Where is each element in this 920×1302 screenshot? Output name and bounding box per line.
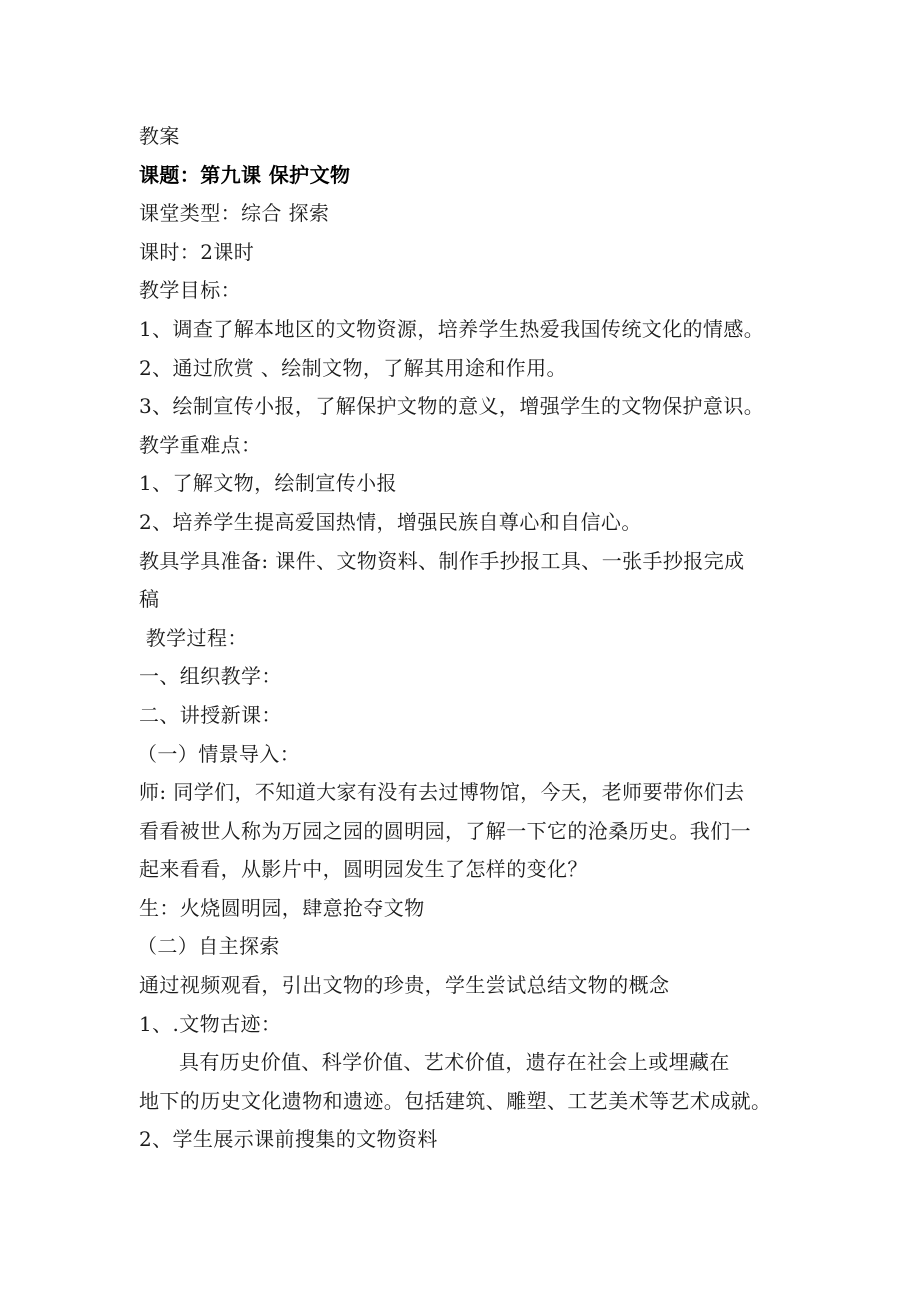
doc-heading: 教案 <box>139 124 180 148</box>
explore-item-heritage-label: 1、.文物古迹： <box>139 1011 282 1036</box>
subsection-explore-label: （二）自主探索 <box>137 934 280 959</box>
key-point-item: 1、了解文物，绘制宣传小报 <box>139 471 397 496</box>
teacher-dialogue-line: 看看被世人称为万园之园的圆明园，了解一下它的沧桑历史。我们一 <box>139 818 751 843</box>
objective-item: 2、通过欣赏 、绘制文物，了解其用途和作用。 <box>139 355 567 380</box>
lesson-duration: 课时：2课时 <box>139 239 255 264</box>
subsection-intro-label: （一）情景导入： <box>137 741 301 766</box>
objectives-label: 教学目标： <box>139 278 241 303</box>
process-step-teach: 二、讲授新课： <box>139 702 282 727</box>
heritage-definition-line: 具有历史价值、科学价值、艺术价值，遗存在社会上或埋藏在 <box>179 1050 730 1075</box>
materials-line: 教具学具准备: 课件、文物资料、制作手抄报工具、一张手抄报完成 <box>139 548 745 573</box>
teacher-dialogue-line: 起来看看，从影片中，圆明园发生了怎样的变化？ <box>139 857 588 882</box>
objective-item: 1、调查了解本地区的文物资源，培养学生热爱我国传统文化的情感。 <box>139 316 765 341</box>
key-point-item: 2、培养学生提高爱国热情，增强民族自尊心和自信心。 <box>139 509 642 534</box>
objective-item: 3、绘制宣传小报，了解保护文物的意义，增强学生的文物保护意识。 <box>139 394 765 419</box>
process-step-organize: 一、组织教学： <box>139 664 282 689</box>
explore-intro: 通过视频观看，引出文物的珍贵，学生尝试总结文物的概念 <box>139 973 670 998</box>
heritage-definition-line: 地下的历史文化遗物和遗迹。包括建筑、雕塑、工艺美术等艺术成就。 <box>139 1088 772 1113</box>
teacher-dialogue-line: 师: 同学们，不知道大家有没有去过博物馆，今天，老师要带你们去 <box>139 780 745 805</box>
lesson-title: 课题：第九课 保护文物 <box>139 162 351 187</box>
explore-item-show-materials: 2、学生展示课前搜集的文物资料 <box>139 1127 438 1152</box>
key-points-label: 教学重难点： <box>139 432 262 457</box>
class-type: 课堂类型：综合 探索 <box>139 201 330 226</box>
materials-line-continued: 稿 <box>139 587 160 612</box>
student-dialogue-line: 生：火烧圆明园，肆意抢夺文物 <box>139 895 425 920</box>
document-page <box>139 117 799 1159</box>
process-label: 教学过程： <box>139 625 248 650</box>
